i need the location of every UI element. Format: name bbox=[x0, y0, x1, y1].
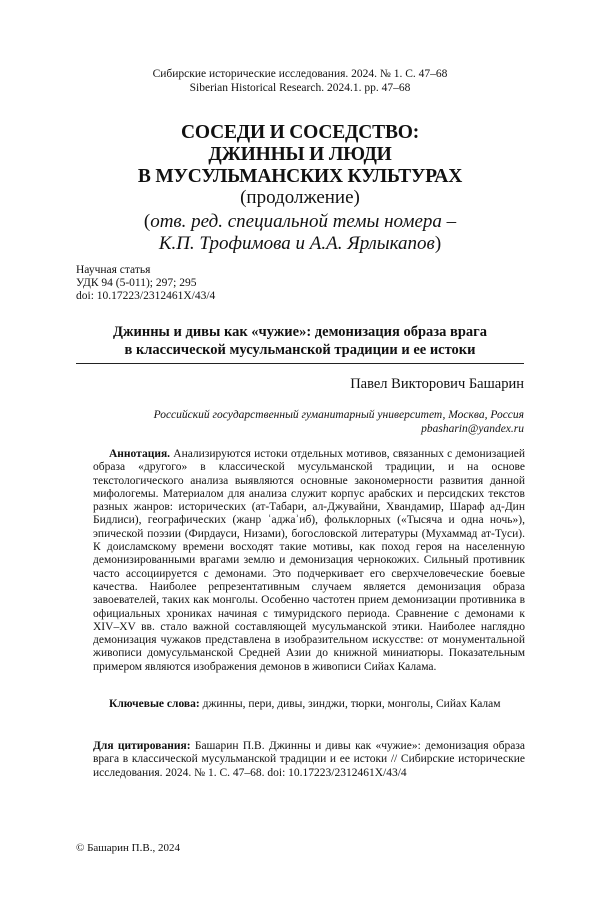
editors-close-paren: ) bbox=[434, 233, 442, 254]
article-title-line-1: Джинны и дивы как «чужие»: демонизация образа врага bbox=[113, 324, 487, 340]
citation-text: Башарин П.В. Джинны и дивы как «чужие»: демонизация образа врага в классической мусульманской традиции и ее истоки // Сибирские исторические исследования. 2024. № 1. С. 47–68. doi: 10.17223/2312461X/43/4 bbox=[93, 740, 525, 779]
doi: doi: 10.17223/2312461X/43/4 bbox=[76, 290, 216, 302]
keywords-text: джинны, пери, дивы, зинджи, тюрки, монголы, Сийах Калам bbox=[199, 698, 501, 710]
keywords bbox=[93, 698, 525, 711]
issue-editors-line-1 bbox=[0, 211, 600, 233]
article-title-line-2: в классической мусульманской традиции и ее истоки bbox=[124, 342, 476, 358]
author-affiliation: Российский государственный гуманитарный университет, Москва, Россия bbox=[153, 409, 524, 421]
title-divider bbox=[76, 363, 524, 364]
journal-line-en: Siberian Historical Research. 2024.1. pp. 47–68 bbox=[189, 82, 411, 94]
abstract-text: Анализируются истоки отдельных мотивов, связанных с демонизацией образа «другого» в классической мусульманской традиции, и на основе текстологического анализа выявляются основные закономерности развития данной мифологемы. Материалом для анализа служит корпус арабских и персидских текстов разных жанров: исторических (ат-Табари, ал-Джувайни, Хвандамир, Шараф ад-Дин Бидлиси), географических (жанр ʿаджаʾиб), фольклорных («Тысяча и одна ночь»), эпической поэзии (Фирдауси, Низами), богословской литературы (Мухаммад ат-Туси). К доисламскому времени восходят такие мотивы, как поход героя на населенную демонизированными врагами землю и демонизация чернокожих. Сильный противник часто ассоциируется с демонами. Это подчеркивает его сверхчеловеческие боевые качества. Наиболее репрезентативным случаем является демонизация образа завоевателей, таких как монголы. Особенно частотен прием демонизации противника в официальных хрониках начиная с тимуридского периода. Сравнение с демонами к XIV–XV вв. стало важной составляющей мусульманской этики. Наиболее наглядно демонизация чужаков представлена в изобразительном искусстве: от монументальной живописи домусульманской Средней Азии до книжной миниатюры. Показательным примером являются изображения демонов в живописи Сийах Калама. bbox=[93, 448, 525, 673]
editors-names: К.П. Трофимова и А.А. Ярлыкапов bbox=[158, 233, 435, 254]
issue-title-line-3: В МУСУЛЬМАНСКИХ КУЛЬТУРАХ bbox=[137, 166, 463, 187]
issue-editors-line-2 bbox=[0, 233, 600, 255]
editors-role: отв. ред. специальной темы номера – bbox=[150, 211, 457, 232]
keywords-label: Ключевые слова: bbox=[109, 698, 200, 710]
copyright: © Башарин П.В., 2024 bbox=[76, 842, 180, 854]
abstract-label: Аннотация. bbox=[109, 448, 171, 460]
article-type: Научная статья bbox=[76, 264, 151, 276]
abstract bbox=[93, 448, 525, 674]
citation bbox=[93, 740, 525, 780]
editors-open-paren: ( bbox=[143, 211, 151, 232]
author-name: Павел Викторович Башарин bbox=[350, 376, 524, 392]
citation-label: Для цитирования: bbox=[93, 740, 191, 752]
journal-line-ru: Сибирские исторические исследования. 2024. № 1. С. 47–68 bbox=[152, 68, 448, 80]
udc-code: УДК 94 (5-011); 297; 295 bbox=[76, 277, 197, 289]
issue-title-line-2: ДЖИННЫ И ЛЮДИ bbox=[208, 144, 392, 165]
author-email: pbasharin@yandex.ru bbox=[421, 423, 524, 435]
issue-continuation: (продолжение) bbox=[240, 187, 360, 208]
issue-title-line-1: СОСЕДИ И СОСЕДСТВО: bbox=[180, 122, 420, 143]
